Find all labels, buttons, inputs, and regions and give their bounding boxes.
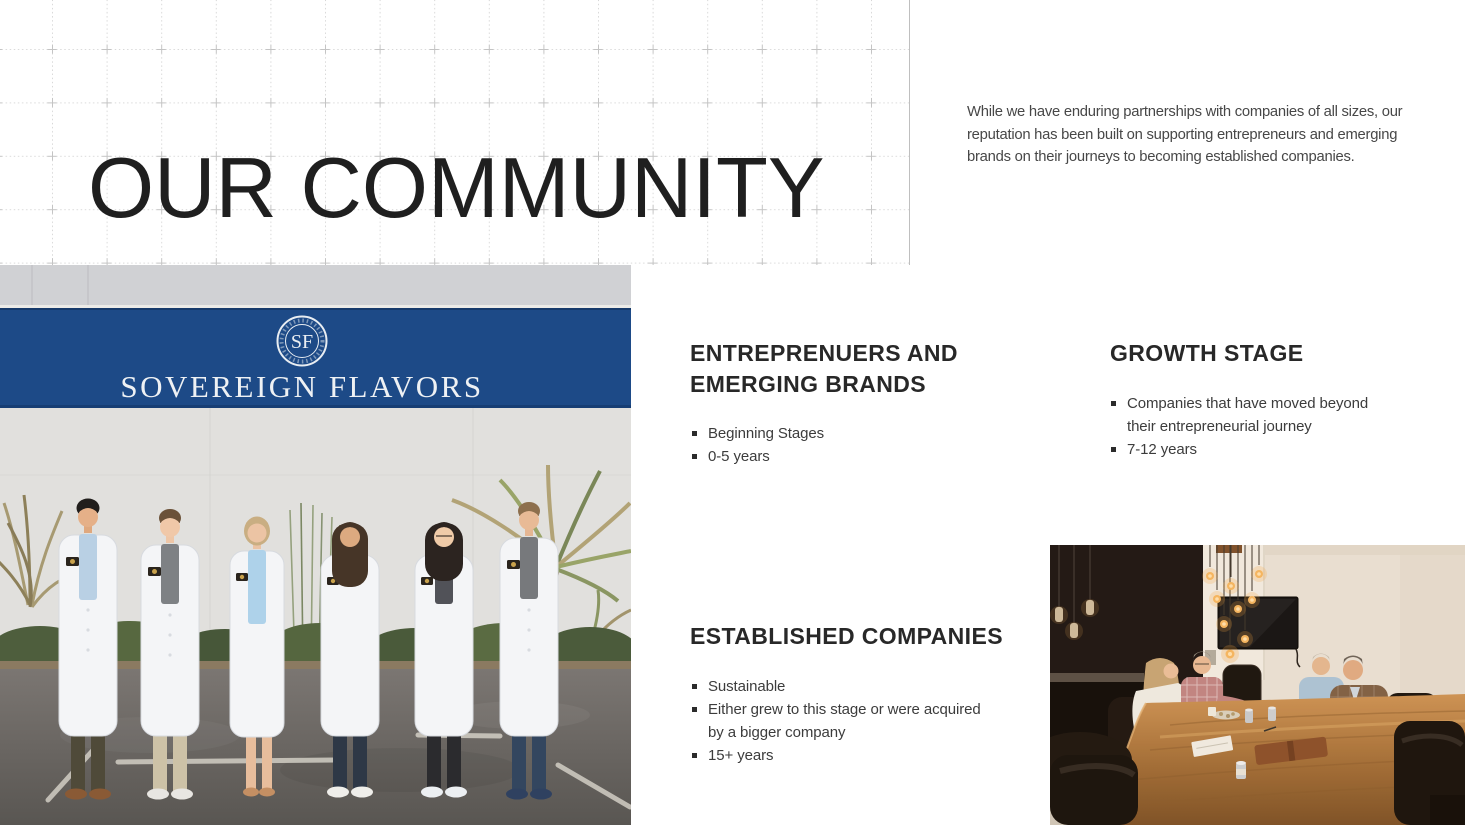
- page-title: OUR COMMUNITY: [88, 140, 825, 236]
- card-growth-stage-list: [1111, 392, 1397, 461]
- sign-text: SOVEREIGN FLAVORS: [120, 369, 484, 404]
- list-item-text: 7-12 years: [1127, 441, 1197, 458]
- card-established-list: [692, 675, 998, 767]
- intro-line: While we have enduring partnerships with companies of all sizes, our: [967, 104, 1403, 120]
- list-item-text: 0-5 years: [708, 448, 770, 465]
- square-bullet-icon: [692, 684, 697, 689]
- team-photo: [0, 265, 631, 825]
- card-established: [631, 545, 1050, 825]
- intro-paragraph: [967, 101, 1402, 169]
- card-growth-stage: [1050, 265, 1465, 545]
- square-bullet-icon: [1111, 447, 1116, 452]
- card-entrepreneurs-title: ENTREPRENUERS AND EMERGING BRANDS: [690, 340, 958, 397]
- card-growth-stage-title: GROWTH STAGE: [1110, 340, 1304, 366]
- card-entrepreneurs-list: [692, 422, 982, 468]
- square-bullet-icon: [692, 707, 697, 712]
- meeting-room-photo: [1050, 545, 1465, 825]
- intro-line: brands on their journeys to becoming established companies.: [967, 149, 1355, 166]
- list-item-text: 15+ years: [708, 747, 774, 764]
- team-photo-illustration: [0, 265, 631, 825]
- intro-line: reputation has been built on supporting entrepreneurs and emerging: [967, 126, 1398, 143]
- list-item: [1111, 438, 1397, 461]
- square-bullet-icon: [692, 753, 697, 758]
- vertical-divider-top: [909, 0, 910, 266]
- list-item: [1111, 392, 1397, 438]
- list-item: [692, 698, 998, 744]
- list-item-text: Companies that have moved beyond their entrepreneurial journey: [1127, 395, 1369, 435]
- list-item: [692, 422, 982, 445]
- list-item-text: Beginning Stages: [708, 425, 824, 442]
- square-bullet-icon: [692, 431, 697, 436]
- list-item: [692, 445, 982, 468]
- list-item-text: Either grew to this stage or were acquired by a bigger company: [708, 701, 981, 741]
- card-entrepreneurs: [631, 265, 1050, 545]
- list-item: [692, 675, 998, 698]
- meeting-room-illustration: [1050, 545, 1465, 825]
- square-bullet-icon: [692, 454, 697, 459]
- list-item: [692, 744, 998, 767]
- card-established-title: ESTABLISHED COMPANIES: [690, 623, 1003, 649]
- logo-monogram: SF: [290, 331, 314, 353]
- list-item-text: Sustainable: [708, 678, 786, 695]
- square-bullet-icon: [1111, 401, 1116, 406]
